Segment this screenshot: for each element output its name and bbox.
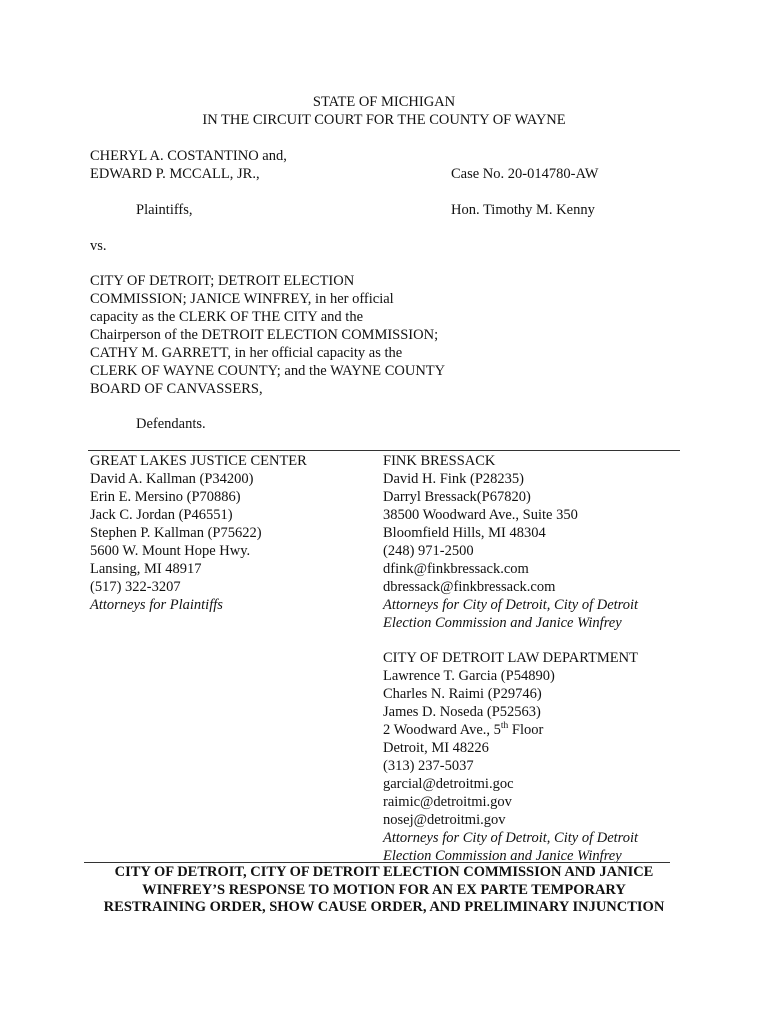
- plaintiff-counsel-line: Stephen P. Kallman (P75622): [90, 525, 262, 541]
- defendant-line: CITY OF DETROIT; DETROIT ELECTION: [90, 273, 355, 289]
- plaintiff-counsel-line: David A. Kallman (P34200): [90, 471, 254, 487]
- document-title: [84, 864, 684, 917]
- judge-name: Hon. Timothy M. Kenny: [451, 202, 595, 218]
- plaintiff-counsel-block: [90, 452, 307, 614]
- defense-counsel-email: nosej@detroitmi.gov: [383, 812, 506, 828]
- plaintiff-name-1: CHERYL A. COSTANTINO and,: [90, 148, 287, 164]
- defendant-line: COMMISSION; JANICE WINFREY, in her official: [90, 291, 394, 307]
- plaintiff-counsel-line: (517) 322-3207: [90, 579, 181, 595]
- defense-counsel-line: 38500 Woodward Ave., Suite 350: [383, 507, 578, 523]
- plaintiff-firm-name: GREAT LAKES JUSTICE CENTER: [90, 453, 307, 469]
- defense-counsel-line: Bloomfield Hills, MI 48304: [383, 525, 546, 541]
- defense-counsel-role: Election Commission and Janice Winfrey: [383, 848, 622, 864]
- defense-counsel-address: [383, 721, 638, 739]
- plaintiff-counsel-role: Attorneys for Plaintiffs: [90, 597, 223, 613]
- defense-counsel-line: James D. Noseda (P52563): [383, 704, 541, 720]
- defendants-label: Defendants.: [136, 416, 206, 432]
- defendant-line: capacity as the CLERK OF THE CITY and the: [90, 309, 364, 325]
- defense-counsel-line: Charles N. Raimi (P29746): [383, 686, 542, 702]
- document-title-line: WINFREY’S RESPONSE TO MOTION FOR AN EX PARTE TEMPORARY: [142, 881, 626, 898]
- address-ordinal: th: [500, 721, 509, 732]
- plaintiff-counsel-line: 5600 W. Mount Hope Hwy.: [90, 543, 251, 559]
- defense-counsel-email: garcial@detroitmi.goc: [383, 776, 514, 792]
- defendant-line: CLERK OF WAYNE COUNTY; and the WAYNE COUNTY: [90, 363, 446, 379]
- plaintiff-counsel-line: Jack C. Jordan (P46551): [90, 507, 233, 523]
- defense-counsel-block-2: [383, 649, 638, 865]
- address-suffix: Floor: [508, 722, 544, 738]
- defendants-block: [90, 272, 445, 398]
- defense-firm-name: FINK BRESSACK: [383, 453, 496, 469]
- plaintiff-counsel-line: Lansing, MI 48917: [90, 561, 202, 577]
- defense-counsel-line: David H. Fink (P28235): [383, 471, 524, 487]
- title-top-rule: [84, 862, 670, 863]
- counsel-top-rule: [88, 450, 680, 451]
- plaintiff-counsel-line: Erin E. Mersino (P70886): [90, 489, 241, 505]
- defense-counsel-line: Detroit, MI 48226: [383, 740, 489, 756]
- document-title-line: CITY OF DETROIT, CITY OF DETROIT ELECTION COMMISSION AND JANICE: [114, 864, 654, 880]
- defense-counsel-line: (248) 971-2500: [383, 543, 474, 559]
- case-number: Case No. 20-014780-AW: [451, 166, 599, 182]
- defense-counsel-role: Election Commission and Janice Winfrey: [383, 615, 622, 631]
- plaintiffs-label: Plaintiffs,: [136, 202, 193, 218]
- versus-label: vs.: [90, 238, 107, 254]
- defense-counsel-email: raimic@detroitmi.gov: [383, 794, 512, 810]
- defense-counsel-role: Attorneys for City of Detroit, City of Detroit: [383, 830, 639, 846]
- defendant-line: BOARD OF CANVASSERS,: [90, 381, 263, 397]
- court-state-heading: STATE OF MICHIGAN: [312, 94, 456, 110]
- defendant-line: CATHY M. GARRETT, in her official capacity as the: [90, 345, 403, 361]
- defense-counsel-line: Lawrence T. Garcia (P54890): [383, 668, 555, 684]
- plaintiff-name-2: EDWARD P. MCCALL, JR.,: [90, 166, 260, 182]
- defense-counsel-email: dbressack@finkbressack.com: [383, 579, 556, 595]
- court-name-heading: IN THE CIRCUIT COURT FOR THE COUNTY OF WAYNE: [202, 112, 566, 128]
- address-prefix: 2 Woodward Ave., 5: [383, 722, 501, 738]
- defense-firm-name: CITY OF DETROIT LAW DEPARTMENT: [383, 650, 638, 666]
- defense-counsel-block-1: [383, 452, 638, 632]
- defense-counsel-line: (313) 237-5037: [383, 758, 474, 774]
- defense-counsel-role: Attorneys for City of Detroit, City of Detroit: [383, 597, 639, 613]
- document-title-line: RESTRAINING ORDER, SHOW CAUSE ORDER, AND PRELIMINARY INJUNCTION: [103, 899, 665, 915]
- defense-counsel-email: dfink@finkbressack.com: [383, 561, 529, 577]
- defense-counsel-line: Darryl Bressack(P67820): [383, 489, 531, 505]
- defendant-line: Chairperson of the DETROIT ELECTION COMMISSION;: [90, 327, 439, 343]
